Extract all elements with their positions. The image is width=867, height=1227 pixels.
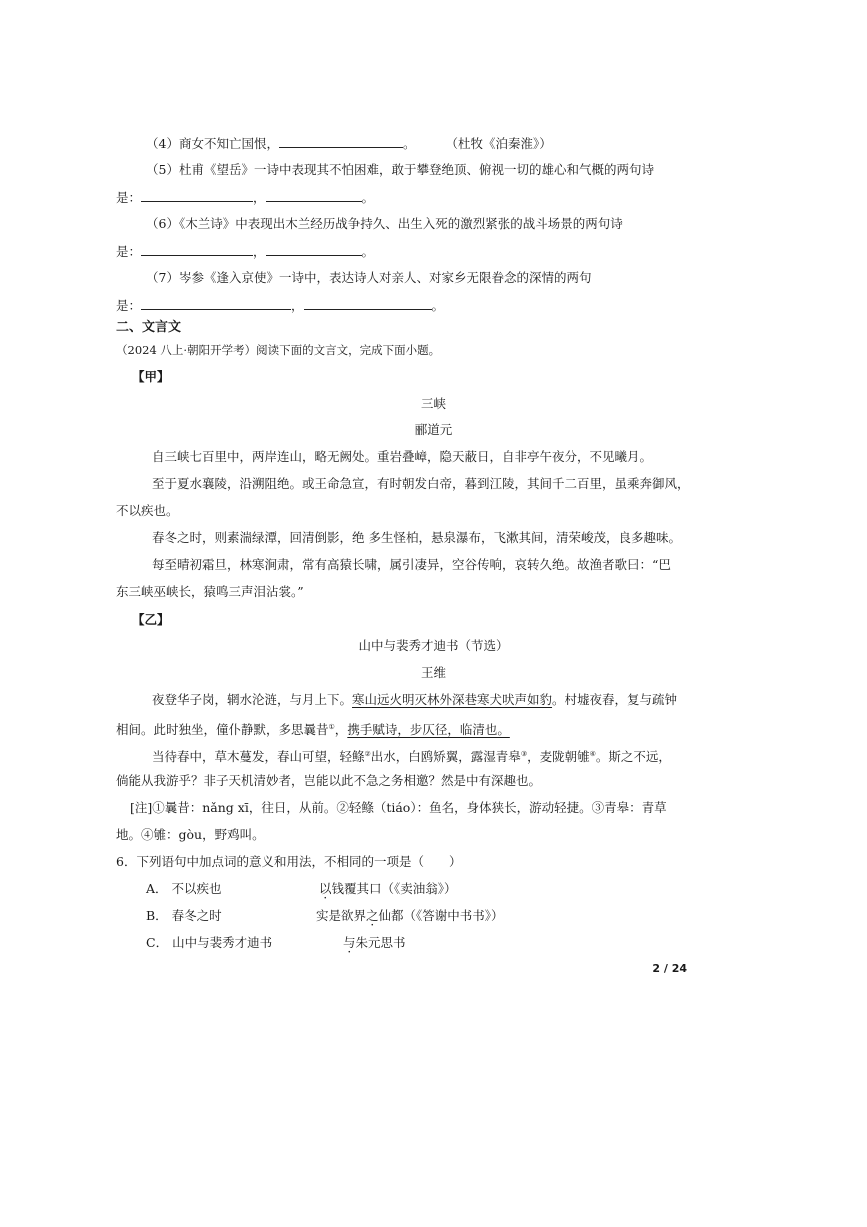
shi-prefix: 是： [116, 298, 142, 313]
option-letter: C． [146, 935, 169, 950]
option-b[interactable] [146, 907, 222, 925]
answer-blank[interactable] [141, 242, 253, 256]
question-6-stem: 6．下列语句中加点词的意义和用法，不相同的一项是（ ） [116, 854, 462, 869]
underlined-sentence: 寒山远火明灭林外深巷寒犬吠声如豹 [352, 692, 553, 707]
answer-blank[interactable] [304, 296, 432, 310]
text-run: 春冬之时 [171, 908, 222, 923]
section-heading: 二、文言文 [116, 320, 182, 335]
text-run: ，麦陇朝雊 [527, 749, 590, 764]
passage-yi-note-a: [注]①曩昔：nǎng xī，往日，从前。②轻鲦（tiáo）：鱼名，身体狭长，游动轻捷。③青皋：青草 [130, 800, 667, 815]
option-left [172, 908, 222, 923]
passage-yi-note-b: 地。④雊：gòu，野鸡叫。 [116, 827, 265, 842]
text-run: 。村墟夜舂，复与疏钟 [552, 692, 678, 707]
answer-blank[interactable] [266, 242, 362, 256]
text-run: 当待春中，草木蔓发，春山可望，轻鲦 [152, 749, 365, 764]
answer-blank[interactable] [279, 134, 403, 148]
fill-question-5: （5）杜甫《望岳》一诗中表现其不怕困难，敢于攀登绝顶、俯视一切的雄心和气概的两句诗 [146, 162, 654, 177]
text-run: 钱覆其口（《卖油翁》） [331, 881, 457, 896]
option-letter: B． [146, 908, 168, 923]
passage-yi-title: 山中与裴秀才迪书（节选） [358, 638, 509, 653]
option-letter: A． [146, 881, 168, 896]
footnote-marker: ② [364, 750, 371, 758]
text-run: 。斯之不远， [595, 749, 671, 764]
text-run: ， [334, 722, 348, 737]
passage-yi-author: 王维 [420, 665, 446, 680]
passage-jia-p3: 春冬之时，则素湍绿潭，回清倒影，绝 多生怪柏，悬泉瀑布，飞漱其间，清荣峻茂，良多趣味。 [152, 530, 681, 545]
option-c-right [343, 934, 406, 952]
passage-yi-p1a [152, 691, 677, 709]
option-a-right [319, 880, 457, 898]
text-run: 相间。此时独坐，僮仆静默，多思曩昔 [116, 722, 329, 737]
q4-text: （4）商女不知亡国恨， [146, 136, 279, 151]
passage-yi-label: 【乙】 [132, 612, 170, 627]
text-run: 夜登华子岗，辋水沦涟，与月上下。 [152, 692, 353, 707]
underlined-sentence: 携手赋诗，步仄径，临清也。 [347, 722, 510, 737]
period: 。 [431, 298, 445, 313]
passage-jia-p4a: 每至晴初霜旦，林寒涧肃，常有高猿长啸，属引凄异，空谷传响，哀转久绝。故渔者歌曰：“巴 [152, 557, 671, 572]
option-a[interactable] [146, 880, 222, 898]
text-run: 出水，白鸥矫翼，露湿青皋 [370, 749, 521, 764]
option-left [172, 881, 222, 896]
answer-blank[interactable] [141, 296, 291, 310]
option-b-right [316, 907, 504, 925]
text-run: 不以疾也 [171, 881, 222, 896]
option-left [172, 935, 272, 950]
passage-jia-p2a: 至于夏水襄陵，沿溯阻绝。或王命急宣，有时朝发白帝，暮到江陵，其间千二百里，虽乘奔御风， [152, 476, 690, 491]
passage-yi-p2b: 倘能从我游乎？非子天机清妙者，岂能以此不急之务相邀？然是中有深趣也。 [116, 773, 542, 788]
passage-jia-p1: 自三峡七百里中，两岸连山，略无阙处。重岩叠嶂，隐天蔽日，自非亭午夜分，不见曦月。 [152, 449, 653, 464]
passage-jia-title: 三峡 [420, 396, 446, 411]
dotted-word: 与 [343, 935, 356, 950]
shi-prefix: 是： [116, 244, 142, 259]
passage-jia-label: 【甲】 [132, 369, 170, 384]
footnote-marker: ① [328, 723, 335, 731]
comma: ， [253, 190, 266, 205]
passage-jia-p4b: 东三峡巫峡长，猿鸣三声泪沾裳。” [116, 584, 304, 599]
fill-answer-7 [116, 296, 444, 315]
fill-question-6: （6）《木兰诗》中表现出木兰经历战争持久、出生入死的激烈紧张的战斗场景的两句诗 [146, 216, 623, 231]
q4-tail: 。 [402, 136, 416, 151]
footnote-marker: ④ [589, 750, 596, 758]
passage-yi-p2a [152, 745, 671, 766]
text-run: 朱元思书 [355, 935, 406, 950]
fill-question-7: （7）岑参《逢入京使》一诗中，表达诗人对亲人、对家乡无限眷念的深情的两句 [146, 270, 592, 285]
text-run: 实是欲界 [316, 908, 367, 923]
passage-jia-p2b: 不以疾也。 [116, 503, 179, 518]
dotted-word: 之 [366, 908, 379, 923]
q4-source: （杜牧《泊秦淮》） [445, 136, 552, 151]
footnote-marker: ③ [520, 750, 528, 758]
shi-prefix: 是： [116, 190, 142, 205]
period: 。 [361, 244, 375, 259]
fill-answer-6 [116, 242, 374, 261]
page-number: 2 / 24 [652, 962, 687, 975]
fill-question-4 [146, 134, 552, 153]
fill-answer-5 [116, 188, 374, 207]
answer-blank[interactable] [266, 188, 362, 202]
answer-blank[interactable] [141, 188, 253, 202]
period: 。 [361, 190, 375, 205]
comma: ， [291, 298, 304, 313]
passage-jia-author: 郦道元 [414, 422, 453, 437]
text-run: 仙都（《答谢中书书》） [378, 908, 504, 923]
text-run: 山中与裴秀才迪书 [172, 935, 273, 950]
section-source: （2024 八上·朝阳开学考）阅读下面的文言文，完成下面小题。 [116, 343, 441, 357]
dotted-word: 以 [319, 881, 332, 896]
passage-yi-p1b [116, 718, 510, 739]
comma: ， [253, 244, 266, 259]
option-c[interactable] [146, 934, 272, 952]
